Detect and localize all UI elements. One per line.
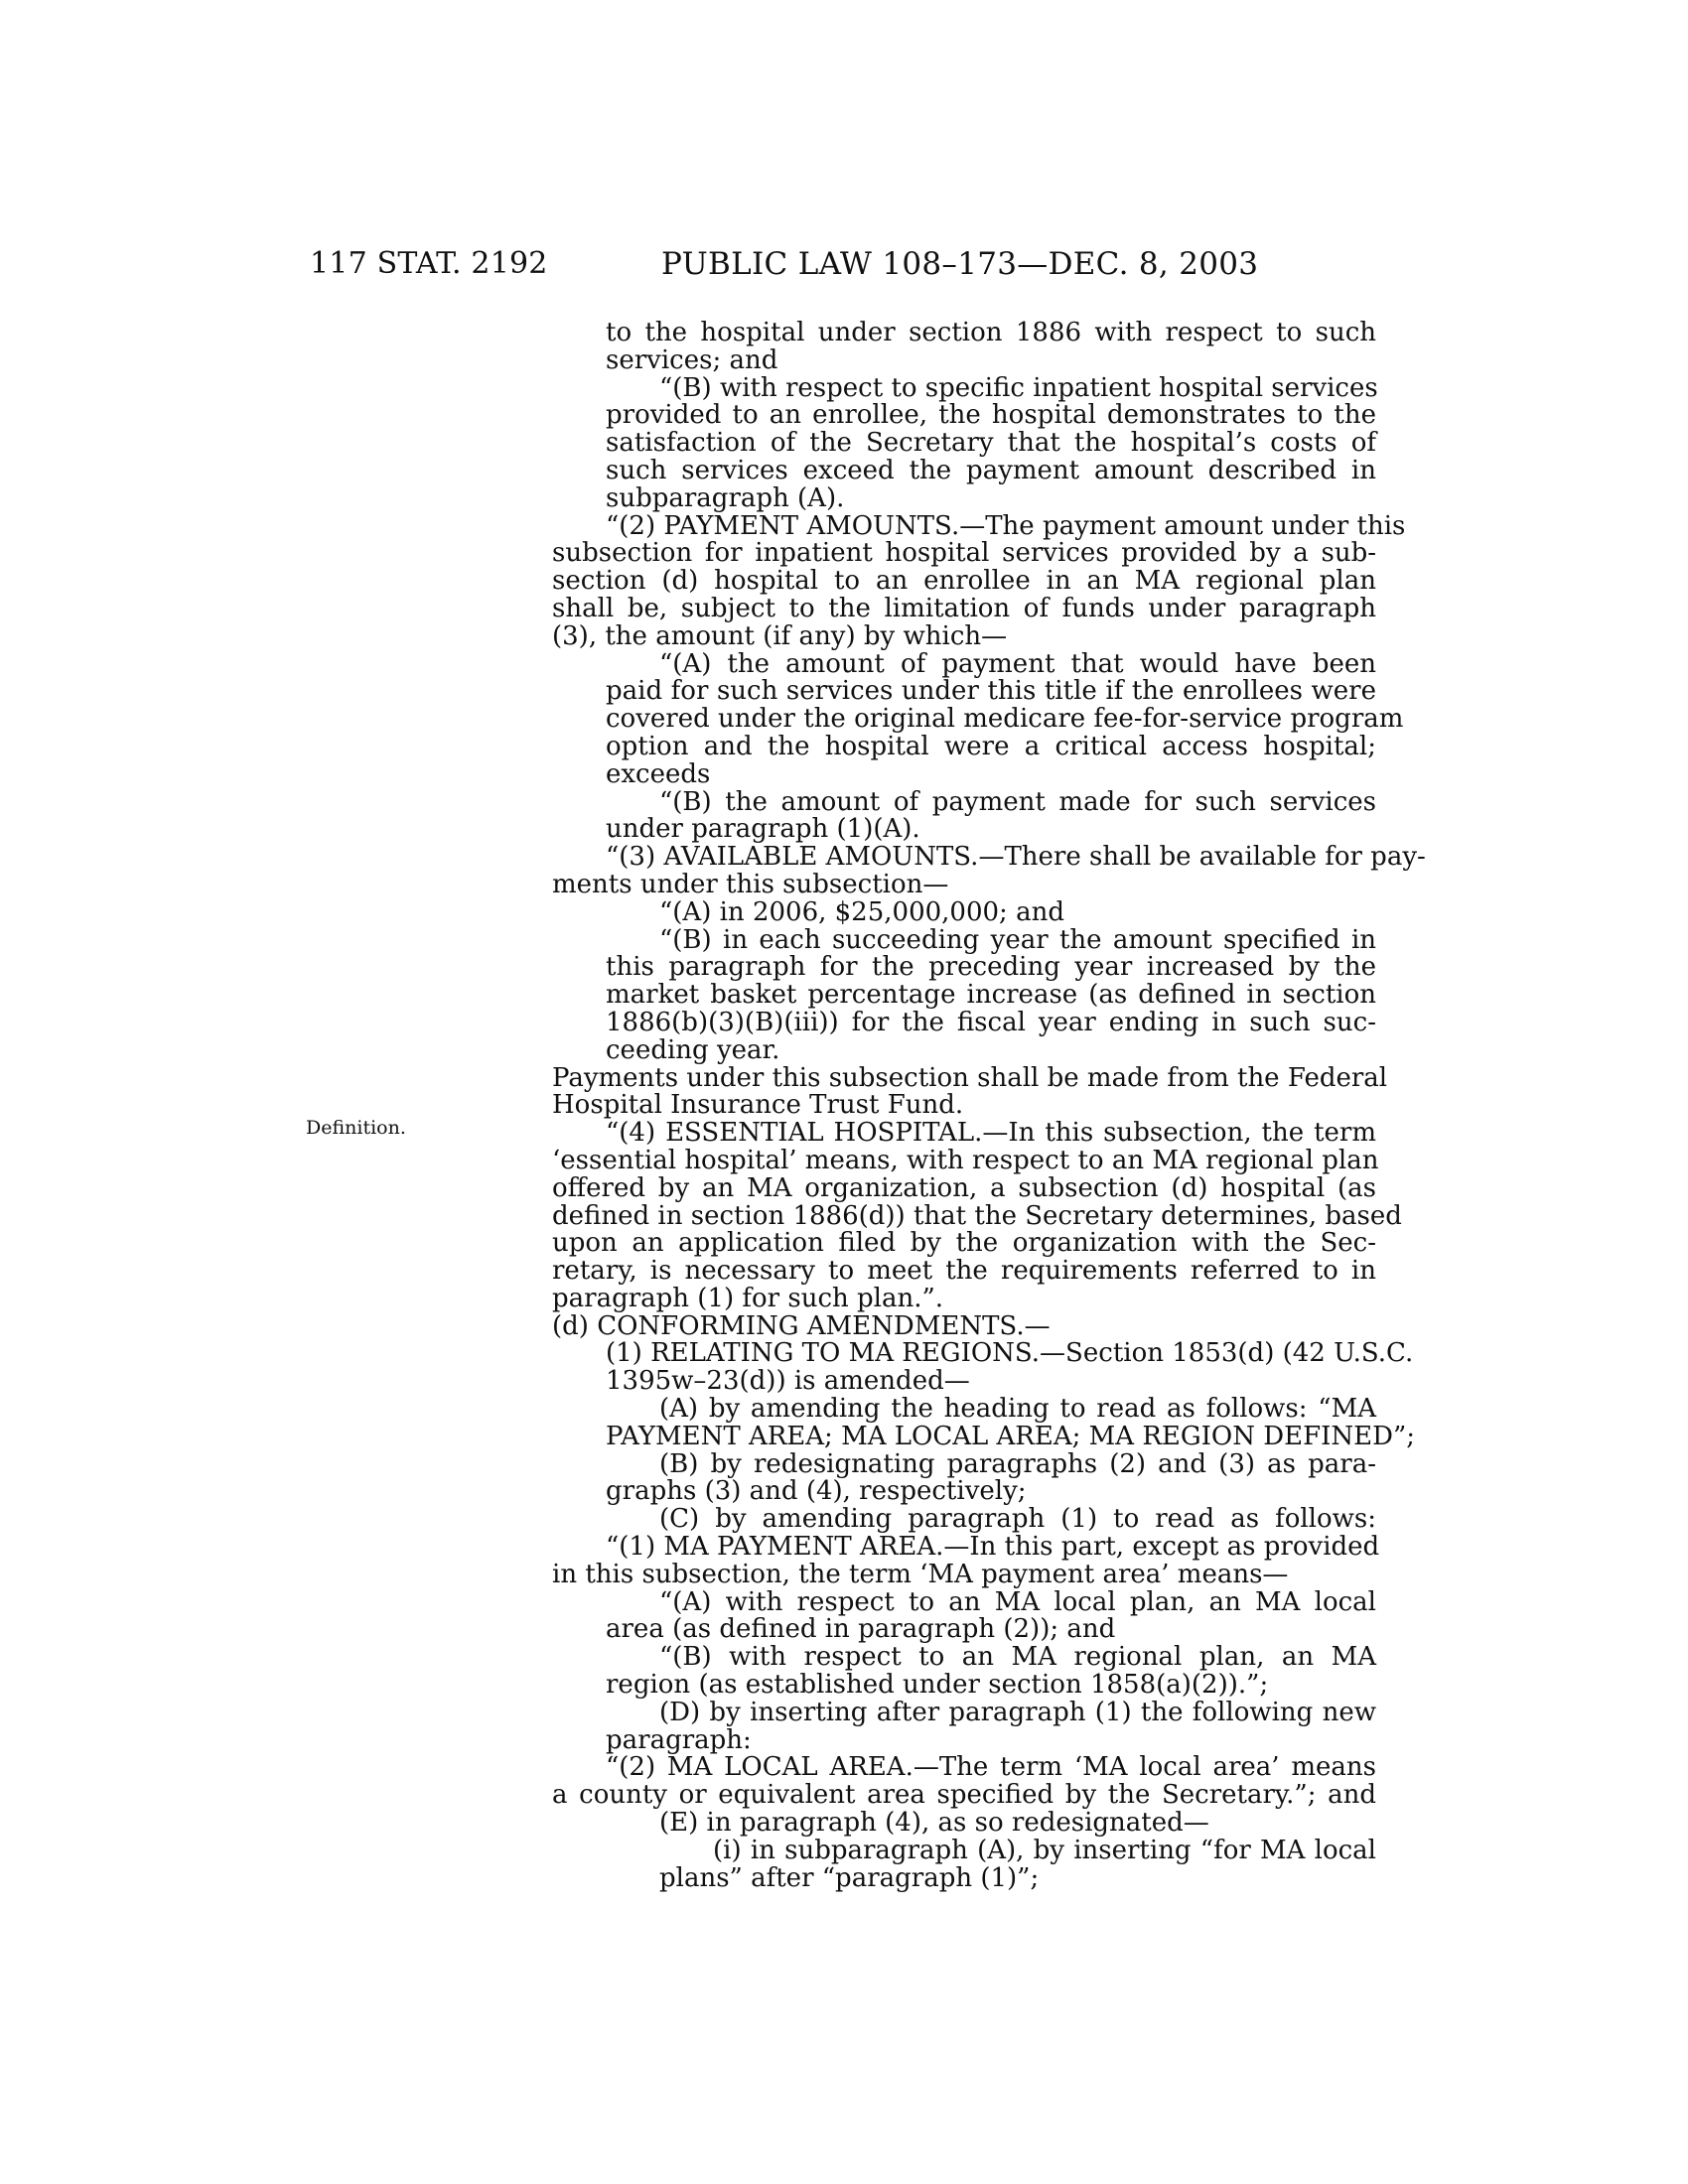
text-line: “(B) with respect to specific inpatient hospital services — [659, 372, 1378, 403]
text-line: provided to an enrollee, the hospital demonstrates to the — [606, 400, 1376, 431]
text-line: 1395w–23(d)) is amended— — [606, 1366, 970, 1397]
text-line: (C) by amending paragraph (1) to read as follows: — [659, 1504, 1376, 1535]
text-line: paid for such services under this title if the enrollees were — [606, 676, 1376, 707]
text-line: (3), the amount (if any) by which— — [552, 620, 1008, 651]
text-line: “(B) in each succeeding year the amount specified in — [659, 924, 1376, 955]
text-line: “(3) AVAILABLE AMOUNTS.—There shall be available for pay- — [606, 842, 1426, 873]
text-line: “(4) ESSENTIAL HOSPITAL.—In this subsection, the term — [606, 1118, 1376, 1149]
statute-body — [552, 318, 1426, 1893]
text-line: paragraph (1) for such plan.”. — [552, 1283, 944, 1313]
text-line: a county or equivalent area specified by the Secretary.”; and — [552, 1780, 1376, 1811]
text-line: option and the hospital were a critical access hospital; — [606, 731, 1376, 761]
text-line: region (as established under section 1858(a)(2)).”; — [606, 1670, 1269, 1701]
text-line: “(1) MA PAYMENT AREA.—In this part, except as provided — [606, 1532, 1380, 1563]
text-line: retary, is necessary to meet the requirements referred to in — [552, 1256, 1376, 1287]
text-line: “(B) the amount of payment made for such services — [659, 786, 1376, 817]
text-line: section (d) hospital to an enrollee in an MA regional plan — [552, 566, 1376, 597]
text-line: (D) by inserting after paragraph (1) the following new — [659, 1697, 1376, 1727]
text-line: subsection for inpatient hospital services provided by a sub- — [552, 538, 1376, 569]
text-line: (B) by redesignating paragraphs (2) and (3) as para- — [659, 1448, 1376, 1479]
text-line: area (as defined in paragraph (2)); and — [606, 1614, 1116, 1645]
text-line: to the hospital under section 1886 with respect to such — [606, 318, 1376, 347]
stat-page-number: 117 STAT. 2192 — [310, 246, 548, 281]
text-line: plans” after “paragraph (1)”; — [659, 1862, 1040, 1893]
text-line: shall be, subject to the limitation of funds under paragraph — [552, 593, 1376, 623]
text-line: satisfaction of the Secretary that the hospital’s costs of — [606, 428, 1376, 459]
text-line: exceeds — [606, 758, 711, 789]
text-line: (i) in subparagraph (A), by inserting “for MA local — [713, 1835, 1376, 1865]
text-line: ceeding year. — [606, 1034, 780, 1065]
text-line: “(A) with respect to an MA local plan, an MA local — [659, 1586, 1376, 1617]
text-line: market basket percentage increase (as defined in section — [606, 980, 1376, 1011]
text-line: “(2) PAYMENT AMOUNTS.—The payment amount under this — [606, 510, 1406, 541]
text-line: “(A) in 2006, $25,000,000; and — [659, 896, 1064, 927]
text-line: 1886(b)(3)(B)(iii)) for the fiscal year ending in such suc- — [606, 1007, 1376, 1037]
text-line: Hospital Insurance Trust Fund. — [552, 1090, 964, 1121]
text-line: “(B) with respect to an MA regional plan, an MA — [659, 1642, 1376, 1673]
margin-note-definition: Definition. — [306, 1117, 406, 1139]
text-line: offered by an MA organization, a subsection (d) hospital (as — [552, 1172, 1376, 1203]
text-line: ments under this subsection— — [552, 869, 949, 899]
text-line: (d) CONFORMING AMENDMENTS.— — [552, 1310, 1051, 1341]
text-line: defined in section 1886(d)) that the Secretary determines, based — [552, 1200, 1402, 1231]
text-line: in this subsection, the term ‘MA payment area’ means— — [552, 1559, 1289, 1589]
text-line: covered under the original medicare fee-for-service program — [606, 704, 1404, 735]
text-line: ‘essential hospital’ means, with respect to an MA regional plan — [552, 1145, 1379, 1175]
text-line: under paragraph (1)(A). — [606, 814, 920, 845]
page-header — [0, 246, 1688, 290]
text-line: paragraph: — [606, 1724, 752, 1755]
text-line: graphs (3) and (4), respectively; — [606, 1476, 1027, 1507]
text-line: services; and — [606, 344, 778, 375]
text-line: Payments under this subsection shall be made from the Federal — [552, 1062, 1388, 1093]
text-line: (1) RELATING TO MA REGIONS.—Section 1853(d) (42 U.S.C. — [606, 1338, 1414, 1369]
text-line: (E) in paragraph (4), as so redesignated— — [659, 1808, 1209, 1839]
text-line: (A) by amending the heading to read as follows: “MA — [659, 1394, 1376, 1425]
text-line: “(2) MA LOCAL AREA.—The term ‘MA local area’ means — [606, 1752, 1376, 1783]
text-line: PAYMENT AREA; MA LOCAL AREA; MA REGION DEFINED”; — [606, 1421, 1416, 1451]
text-line: subparagraph (A). — [606, 482, 845, 513]
text-line: upon an application filed by the organization with the Sec- — [552, 1228, 1376, 1259]
public-law-running-head: PUBLIC LAW 108–173—DEC. 8, 2003 — [661, 246, 1259, 282]
text-line: such services exceed the payment amount described in — [606, 455, 1376, 485]
text-line: “(A) the amount of payment that would have been — [659, 648, 1376, 679]
text-line: this paragraph for the preceding year increased by the — [606, 952, 1376, 983]
